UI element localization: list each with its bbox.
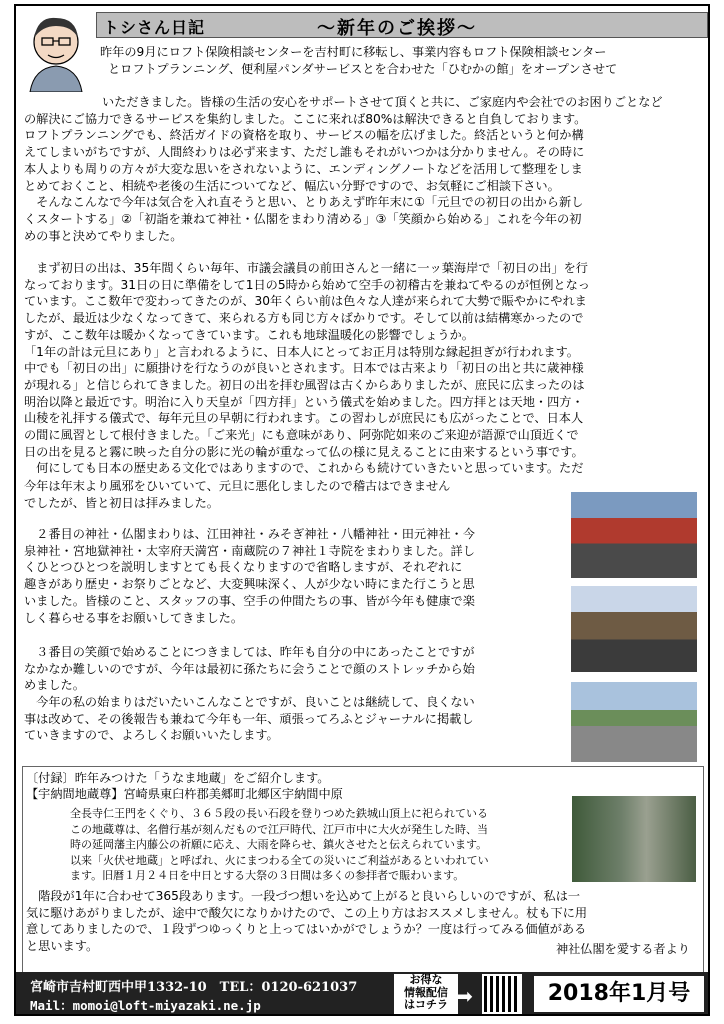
- text-line: ていきますので、よろしくお願いいたします。: [24, 728, 279, 743]
- issue-label: 2018年1月号: [534, 976, 704, 1012]
- text-line: 階段が1年に合わせて365段あります。一段づつ想いを込めて上がると良いらしいのですが、私は一: [26, 889, 581, 903]
- text-line: 昨年の9月にロフト保険相談センターを吉村町に移転し、事業内容もロフト保険相談センター: [100, 45, 607, 59]
- text-line: ています。ここ数年で変わってきたのが、30年くらい前は色々な人達が来られて大勢で賑やかにやれま: [24, 294, 587, 309]
- text-line: 時の延岡藩主内藤公の祈願に応え、大雨を降らせ、鎮火させたと伝えられています。: [70, 838, 488, 851]
- text-line: すが、ここ数年は暖かくなってきています。これも地球温暖化の影響でしょうか。: [24, 327, 474, 342]
- text-line: 今年の私の始まりはだいたいこんなことですが、良いことは継続して、良くない: [24, 695, 475, 709]
- arrow-right-icon: ➡: [456, 984, 473, 1008]
- text-line: 情報配信: [404, 985, 448, 999]
- text-line: 以来「火伏せ地蔵」と呼ばれ、火にまつわる全ての災いにご利益があるといわれてい: [70, 853, 489, 867]
- signature: 神社仏閣を愛する者より: [555, 942, 690, 956]
- section-smile: [24, 644, 475, 694]
- info-label: [394, 974, 458, 1014]
- text-line: なっております。31日の日に準備をして1日の5時から始めて空手の初稽古を兼ねてやるのが恒例となっ: [24, 277, 590, 292]
- contact-mail[interactable]: Mail：momoi@loft-miyazaki.ne.jp: [30, 998, 261, 1013]
- section-shrine-visits: [24, 526, 475, 626]
- text-line: めました。: [24, 678, 85, 693]
- text-line: そんなこんなで今年は気合を入れ直そうと思い、とりあえず昨年末に①「元旦での初日の出から新し: [24, 195, 584, 210]
- text-line: 中でも「初日の出」に願掛けを行なうのが良いとされます。日本では古来より「初日の出と共に歳神様: [24, 361, 584, 376]
- temple-crowd-photo: [571, 586, 697, 672]
- appendix-location: 【宇納間地蔵尊】宮崎県東臼杵郡美郷町北郷区宇納間中原: [26, 787, 343, 801]
- text-line: めの事と決めてやりました。: [24, 228, 183, 243]
- text-line: しく暮らせる事をお願いしてきました。: [24, 610, 244, 625]
- text-line: 日の出を見ると霧に映った自分の影に光の輪が重なって仏の様に見えることに由来するという事です。: [24, 444, 584, 459]
- text-line: 気に駆けあがりましたが、途中で酸欠になりかけたので、この上り方はおススメしません。杖も下に用: [26, 905, 588, 920]
- column-name: トシさん日記: [103, 18, 206, 37]
- text-line: えてしまいがちですが、人間終わりは必ず来ます、ただし誰もそれがいつかは分かりません。その時に: [24, 145, 585, 160]
- text-line: ます。旧暦１月２４日を中日とする大祭の３日間は多くの参拝者で賑わいます。: [70, 869, 465, 882]
- text-line: ロフトプランニングでも、終活ガイドの資格を取り、サービスの幅を広げました。終活というと何か構: [24, 128, 584, 143]
- text-line: 全長寺仁王門をくぐり、３６５段の長い石段を登りつめた鉄城山頂上に祀られている: [70, 807, 488, 820]
- text-line: の解決にご協力できるサービスを集約しました。ここに来れば80%は解決できると自負しております。: [24, 111, 587, 126]
- text-line: したが、最近は少なくなってきて、来られる方も同じ方々ばかりです。そして以前は結構寒かったので: [24, 311, 584, 326]
- contact-address: 宮崎市吉村町西中甲1332-10 TEL：0120-621037: [30, 980, 358, 995]
- text-line: 「1年の計は元旦にあり」と言われるように、日本人にとってお正月は特別な縁起担ぎが行われます。: [24, 344, 579, 359]
- title-bar: [96, 12, 708, 38]
- text-line: 山稜を礼拝する儀式で、毎年元旦の早朝に行われます。この習わしが庶民にも広がったことで、日本人: [24, 411, 584, 426]
- intro-paragraph: [24, 94, 663, 244]
- text-line: いただきました。皆様の生活の安心をサポートさせて頂くと共に、ご家庭内や会社でのお困りごとなど: [102, 95, 663, 109]
- text-line: くひとつひとつを説明しますとても長くなりますので省略しますが、それぞれに: [24, 560, 463, 575]
- text-line: 明治以降と最近です。明治に入り天皇が「四方拝」という儀式を始めました。四方拝とは天地・四方・: [24, 394, 584, 409]
- section-first-sunrise: [24, 260, 590, 477]
- text-line: とロフトプランニング、便利屋パンダサービスとを合わせた「ひむかの館」をオープンさせて: [108, 61, 618, 76]
- text-line: まず初日の出は、35年間くらい毎年、市議会議員の前田さんと一緒に一ッ葉海岸で「初日の出」を行: [24, 261, 588, 275]
- text-line: とめておくこと、相続や老後の生活についてなど、幅広い分野ですので、お気軽にご相談下さい。: [24, 178, 560, 193]
- text-line: なかなか難しいのですが、今年は最初に孫たちに会うことで顔のストレッチから始: [24, 661, 475, 676]
- text-line: でしたが、皆と初日は拝みました。: [24, 495, 219, 510]
- shrine-photo: [571, 492, 697, 578]
- text-line: ３番目の笑顔で始めることにつきましては、昨年も自分の中にあったことですが: [24, 645, 475, 659]
- text-line: 意してありましたので、１段ずつゆっくりと上ってはいかがでしょうか？一度は行ってみる価値がある: [26, 922, 587, 937]
- intro-paragraph-top: [100, 44, 617, 77]
- text-line: 事は改めて、その後報告も兼ねて今年も一年、頑張ってろふとジャーナルに掲載し: [24, 711, 474, 726]
- text-line: いました。皆様のこと、スタッフの事、空手の仲間たちの事、皆が今年も健康で楽: [24, 593, 475, 608]
- text-line: の間に風習として根付きました。「ご来光」にも意味があり、阿弥陀如来のご来迎が語源で山頂近くで: [24, 428, 579, 443]
- stone-steps-photo: [572, 796, 696, 882]
- author-avatar: [24, 12, 88, 92]
- reclining-buddha-photo: [571, 682, 697, 762]
- text-line: 趣きがあり歴史・お祭りごとなど、大変興味深く、人が少ない時にまた行こうと思: [24, 577, 475, 592]
- text-line: お得な: [409, 973, 443, 986]
- section-first-sunrise-end: [24, 478, 450, 511]
- text-line: 本人よりも周りの方々が大変な思いをされないように、エンディングノートなどを活用して整理をしま: [24, 161, 583, 176]
- appendix-closing: [26, 888, 587, 955]
- text-line: ２番目の神社・仏閣まわりは、江田神社・みそぎ神社・八幡神社・田元神社・今: [24, 527, 475, 541]
- text-line: 何にしても日本の歴史ある文化ではありますので、これからも続けていきたいと思っています。ただ: [24, 461, 584, 476]
- text-line: 泉神社・宮地獄神社・太宰府天満宮・南蔵院の７神社１寺院をまわりました。詳し: [24, 543, 475, 558]
- page-title: ～新年のご挨拶～: [317, 18, 477, 39]
- text-line: が現れる」と信じられてきました。初日の出を拝む風習は古くからありましたが、庶民に広まったのは: [24, 377, 585, 392]
- qr-code-icon[interactable]: [482, 974, 522, 1014]
- appendix-detail: [70, 806, 489, 884]
- text-line: くスタートする」②「初詣を兼ねて神社・仏閣をまわり清める」③「笑顔から始める」これを今年の初: [24, 211, 582, 226]
- text-line: はコチラ: [404, 998, 448, 1011]
- text-line: と思います。: [26, 939, 99, 954]
- text-line: この地蔵尊は、名僧行基が刻んだもので江戸時代、江戸市中に大火が発生した時、当: [70, 822, 488, 836]
- appendix-heading: 〔付録〕昨年みつけた「うなま地蔵」をご紹介します。: [26, 771, 330, 785]
- section-closing: [24, 694, 475, 744]
- footer-bar: [16, 972, 710, 1016]
- newsletter-page: [14, 4, 710, 1016]
- text-line: 今年は年末より風邪をひいていて、元旦に悪化しましたので稽古はできません: [24, 479, 451, 493]
